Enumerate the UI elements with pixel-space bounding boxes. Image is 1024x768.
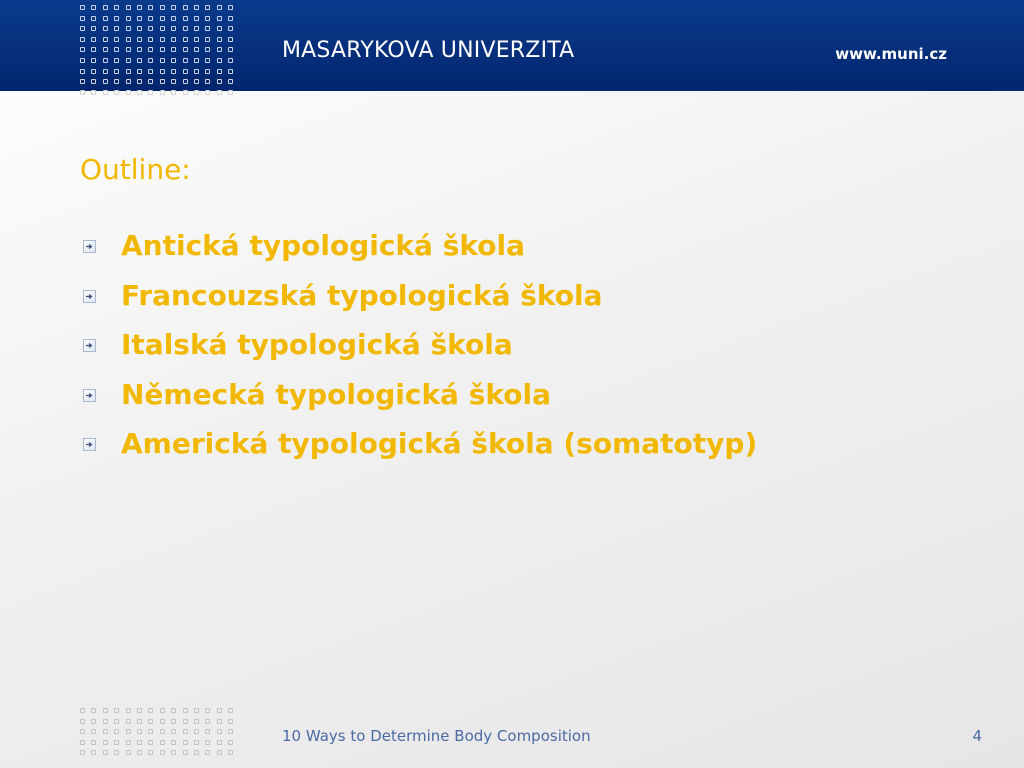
outline-item (80, 325, 757, 375)
dot (183, 90, 188, 95)
dot (126, 79, 131, 84)
dot (171, 740, 176, 745)
dot (126, 750, 131, 755)
dot (114, 69, 119, 74)
dot (217, 5, 222, 10)
dot (137, 47, 142, 52)
dot (80, 750, 85, 755)
dot (137, 750, 142, 755)
dot (103, 58, 108, 63)
dot (148, 47, 153, 52)
dot (80, 729, 85, 734)
dot (205, 5, 210, 10)
dot-pattern-bottom (80, 708, 235, 755)
dot (91, 69, 96, 74)
dot (80, 90, 85, 95)
dot (228, 47, 233, 52)
dot (126, 58, 131, 63)
dot (91, 719, 96, 724)
dot (171, 5, 176, 10)
dot (126, 719, 131, 724)
dot (171, 47, 176, 52)
dot (217, 37, 222, 42)
dot (160, 729, 165, 734)
dot (194, 37, 199, 42)
dot (126, 37, 131, 42)
dot (91, 5, 96, 10)
dot (137, 90, 142, 95)
dot (183, 16, 188, 21)
dot (114, 16, 119, 21)
dot (228, 729, 233, 734)
dot (228, 37, 233, 42)
dot (114, 47, 119, 52)
dot (160, 708, 165, 713)
dot (114, 26, 119, 31)
dot (205, 750, 210, 755)
dot (103, 5, 108, 10)
dot (80, 16, 85, 21)
dot (80, 58, 85, 63)
dot (148, 79, 153, 84)
dot (217, 69, 222, 74)
dot (114, 90, 119, 95)
dot (126, 5, 131, 10)
dot (114, 719, 119, 724)
dot (205, 47, 210, 52)
dot (183, 69, 188, 74)
dot (228, 740, 233, 745)
dot (160, 90, 165, 95)
dot (183, 740, 188, 745)
dot (171, 58, 176, 63)
dot (137, 729, 142, 734)
dot (137, 5, 142, 10)
dot (80, 708, 85, 713)
outline-item-label: Francouzská typologická škola (121, 278, 603, 312)
dot (194, 79, 199, 84)
dot (194, 719, 199, 724)
dot (160, 5, 165, 10)
dot (148, 740, 153, 745)
dot (205, 37, 210, 42)
dot (217, 47, 222, 52)
dot (217, 729, 222, 734)
dot (160, 69, 165, 74)
dot (217, 16, 222, 21)
dot (126, 740, 131, 745)
dot (160, 47, 165, 52)
dot (160, 79, 165, 84)
dot (171, 708, 176, 713)
dot (183, 26, 188, 31)
dot (80, 719, 85, 724)
dot (103, 708, 108, 713)
outline-item (80, 424, 757, 474)
dot (228, 58, 233, 63)
dot (148, 16, 153, 21)
dot (91, 729, 96, 734)
dot (103, 740, 108, 745)
dot (194, 729, 199, 734)
dot (160, 37, 165, 42)
dot (183, 5, 188, 10)
dot (137, 79, 142, 84)
dot (91, 58, 96, 63)
dot (91, 79, 96, 84)
dot (148, 5, 153, 10)
outline-item-label: Americká typologická škola (somatotyp) (121, 427, 758, 460)
dot (80, 79, 85, 84)
dot (228, 90, 233, 95)
dot (160, 58, 165, 63)
dot (217, 79, 222, 84)
dot (217, 719, 222, 724)
dot (205, 708, 210, 713)
dot (114, 58, 119, 63)
dot (137, 58, 142, 63)
dot (137, 719, 142, 724)
dot (183, 708, 188, 713)
dot (103, 79, 108, 84)
dot (217, 740, 222, 745)
dot (91, 16, 96, 21)
dot (205, 26, 210, 31)
arrow-bullet-icon (83, 339, 96, 352)
dot (126, 26, 131, 31)
dot (126, 708, 131, 713)
dot (148, 69, 153, 74)
dot (103, 37, 108, 42)
dot (160, 16, 165, 21)
dot (80, 37, 85, 42)
dot (228, 5, 233, 10)
outline-item-label: Antická typologická škola (121, 229, 525, 262)
dot (171, 750, 176, 755)
dot (114, 37, 119, 42)
dot (114, 750, 119, 755)
arrow-bullet-icon (83, 240, 96, 253)
dot (80, 740, 85, 745)
dot (228, 79, 233, 84)
dot (148, 729, 153, 734)
dot (91, 708, 96, 713)
dot (171, 719, 176, 724)
dot (217, 708, 222, 713)
dot (183, 729, 188, 734)
dot (137, 26, 142, 31)
dot (205, 740, 210, 745)
dot (183, 79, 188, 84)
dot (137, 740, 142, 745)
dot-pattern-top (80, 5, 235, 95)
dot (183, 37, 188, 42)
dot (148, 750, 153, 755)
dot (114, 729, 119, 734)
dot (183, 47, 188, 52)
dot (91, 90, 96, 95)
dot (103, 69, 108, 74)
dot (228, 750, 233, 755)
dot (91, 47, 96, 52)
dot (194, 750, 199, 755)
dot (205, 69, 210, 74)
dot (80, 5, 85, 10)
outline-item (80, 276, 757, 326)
dot (103, 719, 108, 724)
dot (103, 26, 108, 31)
dot (194, 16, 199, 21)
dot (217, 26, 222, 31)
dot (194, 708, 199, 713)
dot (160, 750, 165, 755)
dot (171, 16, 176, 21)
dot (228, 708, 233, 713)
dot (114, 708, 119, 713)
dot (148, 719, 153, 724)
dot (137, 37, 142, 42)
dot (205, 16, 210, 21)
dot (148, 58, 153, 63)
dot (114, 5, 119, 10)
dot (171, 90, 176, 95)
dot (160, 740, 165, 745)
footer-presentation-title: 10 Ways to Determine Body Composition (282, 727, 591, 745)
dot (171, 69, 176, 74)
dot (183, 750, 188, 755)
dot (148, 26, 153, 31)
dot (148, 37, 153, 42)
dot (160, 719, 165, 724)
dot (171, 729, 176, 734)
dot (194, 69, 199, 74)
dot (103, 90, 108, 95)
dot (205, 90, 210, 95)
dot (217, 58, 222, 63)
dot (171, 37, 176, 42)
dot (103, 16, 108, 21)
dot (114, 740, 119, 745)
dot (126, 90, 131, 95)
dot (91, 26, 96, 31)
dot (205, 79, 210, 84)
dot (91, 740, 96, 745)
dot (228, 69, 233, 74)
dot (194, 26, 199, 31)
dot (126, 729, 131, 734)
dot (80, 26, 85, 31)
dot (171, 26, 176, 31)
dot (205, 729, 210, 734)
arrow-bullet-icon (83, 389, 96, 402)
dot (228, 719, 233, 724)
dot (137, 708, 142, 713)
dot (91, 750, 96, 755)
dot (171, 79, 176, 84)
dot (183, 58, 188, 63)
outline-list (80, 226, 757, 474)
dot (194, 58, 199, 63)
dot (103, 750, 108, 755)
dot (194, 740, 199, 745)
dot (137, 69, 142, 74)
dot (126, 47, 131, 52)
dot (205, 719, 210, 724)
dot (80, 69, 85, 74)
dot (126, 69, 131, 74)
university-url: www.muni.cz (835, 45, 947, 63)
dot (126, 16, 131, 21)
dot (148, 708, 153, 713)
dot (194, 90, 199, 95)
dot (217, 750, 222, 755)
dot (148, 90, 153, 95)
dot (228, 16, 233, 21)
page-number: 4 (972, 727, 982, 745)
outline-item-label: Italská typologická škola (121, 328, 513, 361)
dot (80, 47, 85, 52)
dot (217, 90, 222, 95)
dot (194, 5, 199, 10)
outline-item (80, 226, 757, 276)
outline-item (80, 375, 757, 425)
outline-item-label: Německá typologická škola (121, 377, 551, 411)
dot (91, 37, 96, 42)
arrow-bullet-icon (83, 290, 96, 303)
university-name: MASARYKOVA UNIVERZITA (282, 38, 575, 63)
dot (103, 729, 108, 734)
dot (228, 26, 233, 31)
dot (205, 58, 210, 63)
dot (114, 79, 119, 84)
slide-title: Outline: (80, 153, 191, 186)
dot (137, 16, 142, 21)
dot (194, 47, 199, 52)
dot (103, 47, 108, 52)
dot (160, 26, 165, 31)
dot (183, 719, 188, 724)
arrow-bullet-icon (83, 438, 96, 451)
